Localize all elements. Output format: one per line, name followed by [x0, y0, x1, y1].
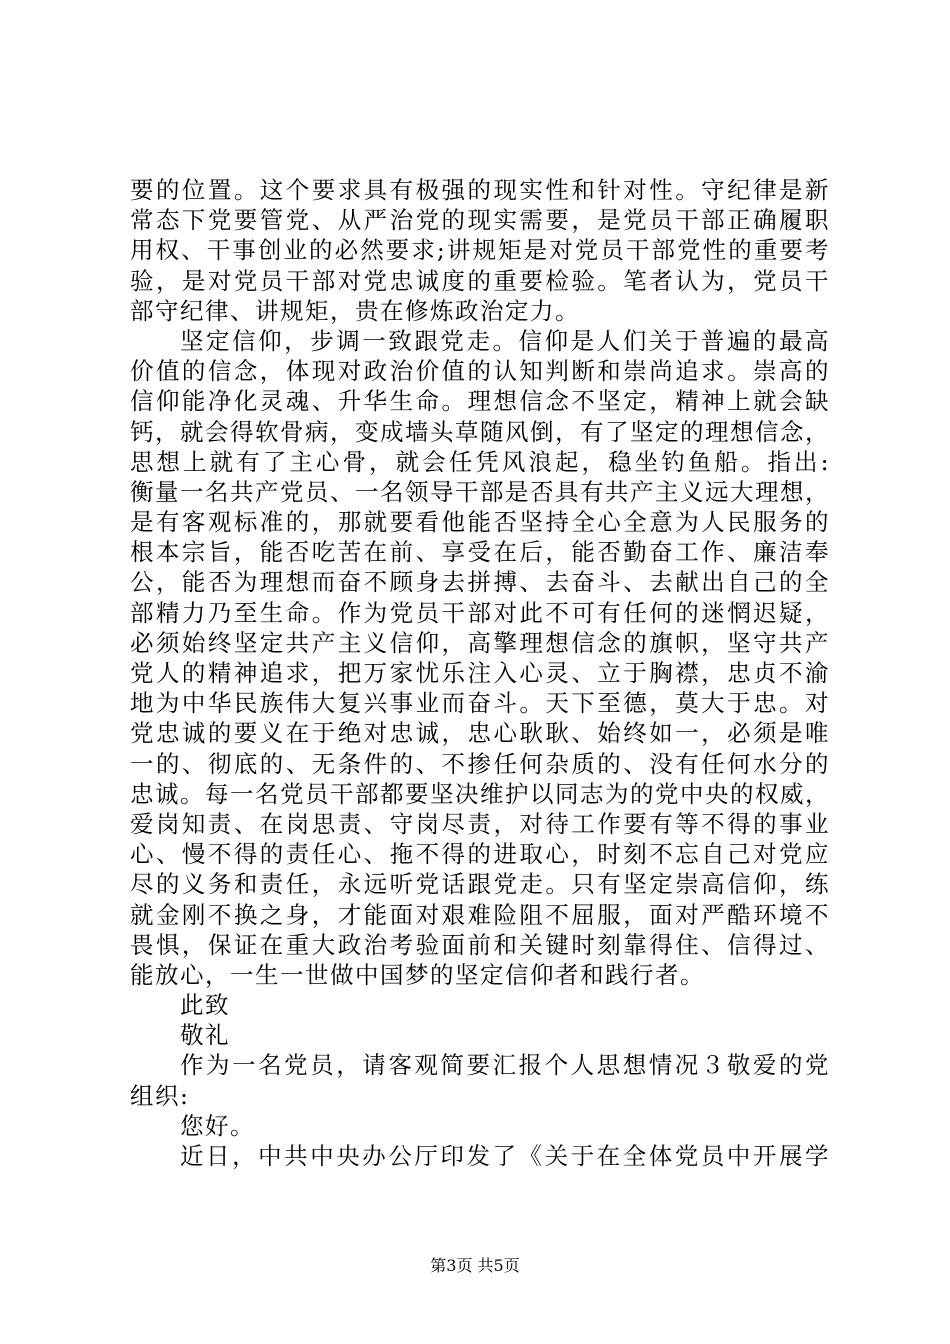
text-line: 思想上就有了主心骨，就会任凭风浪起，稳坐钓鱼船。指出: — [130, 447, 830, 476]
text-line: 爱岗知责、在岗思责、守岗尽责，对待工作要有等不得的事业 — [130, 809, 830, 838]
text-line: 党忠诚的要义在于绝对忠诚，忠心耿耿、始终如一，必须是唯 — [130, 719, 830, 748]
text-line: 一的、彻底的、无条件的、不掺任何杂质的、没有任何水分的 — [130, 749, 830, 778]
text-line: 地为中华民族伟大复兴事业而奋斗。天下至德，莫大于忠。对 — [130, 689, 830, 718]
text-line: 用权、干事创业的必然要求;讲规矩是对党员干部党性的重要考 — [130, 236, 830, 265]
text-line: 畏惧，保证在重大政治考验面前和关键时刻靠得住、信得过、 — [130, 930, 830, 959]
text-line: 验，是对党员干部对党忠诚度的重要检验。笔者认为，党员干 — [130, 266, 830, 295]
text-line: 能放心，一生一世做中国梦的坚定信仰者和践行者。 — [130, 960, 705, 989]
text-line: 就金刚不换之身，才能面对艰难险阻不屈服，面对严酷环境不 — [130, 900, 830, 929]
text-line: 衡量一名共产党员、一名领导干部是否具有共产主义远大理想， — [130, 477, 830, 506]
closing-regards: 敬礼 — [180, 1021, 230, 1050]
text-line: 坚定信仰，步调一致跟党走。信仰是人们关于普遍的最高 — [180, 326, 830, 355]
text-line: 必须始终坚定共产主义信仰，高擎理想信念的旗帜，坚守共产 — [130, 628, 830, 657]
closing-salutation: 此致 — [180, 991, 230, 1020]
text-line: 价值的信念，体现对政治价值的认知判断和崇尚追求。崇高的 — [130, 357, 830, 386]
page-number-footer: 第3页 共5页 — [430, 1256, 520, 1275]
text-line: 心、慢不得的责任心、拖不得的进取心，时刻不忘自己对党应 — [130, 840, 830, 869]
text-line: 常态下党要管党、从严治党的现实需要，是党员干部正确履职 — [130, 206, 830, 235]
document-body — [130, 175, 830, 1171]
text-line: 钙，就会得软骨病，变成墙头草随风倒，有了坚定的理想信念， — [130, 417, 830, 446]
text-line: 信仰能净化灵魂、升华生命。理想信念不坚定，精神上就会缺 — [130, 387, 830, 416]
text-line: 忠诚。每一名党员干部都要坚决维护以同志为的党中央的权威， — [130, 779, 830, 808]
text-line: 党人的精神追求，把万家忧乐注入心灵、立于胸襟，忠贞不渝 — [130, 659, 830, 687]
greeting: 您好。 — [180, 1111, 255, 1140]
text-line: 尽的义务和责任，永远听党话跟党走。只有坚定崇高信仰，练 — [130, 870, 830, 899]
text-line: 根本宗旨，能否吃苦在前、享受在后，能否勤奋工作、廉洁奉 — [130, 538, 830, 567]
text-line: 要的位置。这个要求具有极强的现实性和针对性。守纪律是新 — [130, 176, 830, 204]
text-line: 公，能否为理想而奋不顾身去拼搏、去奋斗、去献出自己的全 — [130, 568, 830, 597]
text-line: 部精力乃至生命。作为党员干部对此不可有任何的迷惘迟疑， — [130, 598, 830, 627]
text-line: 组织: — [130, 1081, 190, 1110]
text-line: 作为一名党员，请客观简要汇报个人思想情况３敬爱的党 — [180, 1051, 830, 1080]
text-line: 是有客观标准的，那就要看他能否坚持全心全意为人民服务的 — [130, 508, 830, 537]
text-line: 部守纪律、讲规矩，贵在修炼政治定力。 — [130, 296, 580, 325]
text-line: 近日，中共中央办公厅印发了《关于在全体党员中开展学 — [180, 1142, 830, 1170]
